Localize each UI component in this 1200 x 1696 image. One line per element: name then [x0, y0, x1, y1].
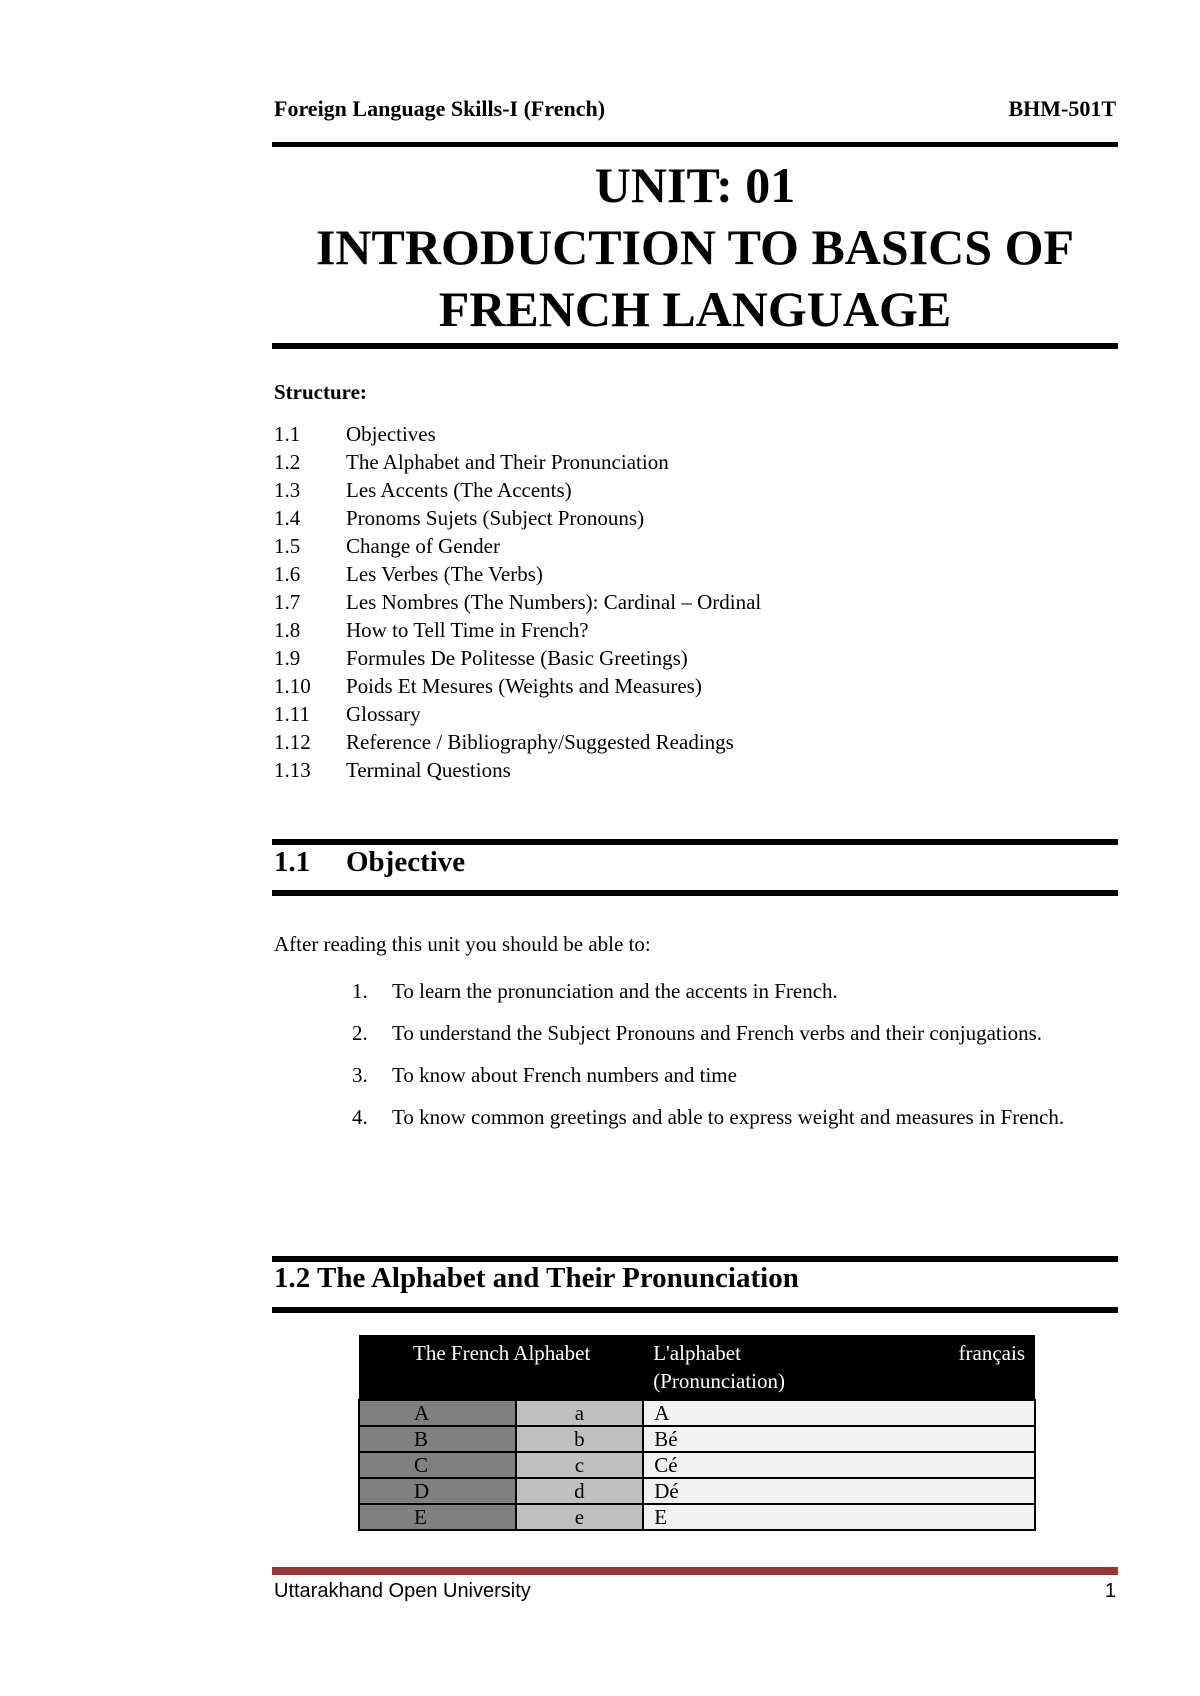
uppercase-letter: C — [359, 1452, 516, 1478]
footer-rule — [272, 1567, 1118, 1575]
toc-item — [274, 532, 761, 560]
toc-item — [274, 616, 761, 644]
toc-text: Objectives — [346, 422, 436, 446]
toc-item — [274, 588, 761, 616]
table-row — [359, 1504, 1035, 1530]
toc-text: Terminal Questions — [346, 758, 511, 782]
section-rule-bottom — [272, 1307, 1118, 1313]
toc-text: Les Accents (The Accents) — [346, 478, 572, 502]
toc-number: 1.12 — [274, 730, 311, 754]
toc-number: 1.2 — [274, 450, 301, 474]
table-header-row — [359, 1335, 1035, 1400]
lowercase-letter: e — [516, 1504, 644, 1530]
item-number: 3. — [352, 1063, 368, 1087]
toc-number: 1.13 — [274, 758, 311, 782]
section-heading-alphabet: 1.2 The Alphabet and Their Pronunciation — [274, 1262, 799, 1294]
lowercase-letter: c — [516, 1452, 644, 1478]
objective-item — [352, 1012, 1118, 1054]
unit-title-line-2: FRENCH LANGUAGE — [438, 281, 952, 337]
structure-label: Structure: — [274, 380, 367, 404]
toc-number: 1.7 — [274, 590, 301, 614]
pronunciation: Dé — [643, 1478, 1035, 1504]
uppercase-letter: D — [359, 1478, 516, 1504]
uppercase-letter: E — [359, 1504, 516, 1530]
course-title: Foreign Language Skills-I (French) — [274, 96, 606, 121]
toc-text: Glossary — [346, 702, 421, 726]
toc-number: 1.5 — [274, 534, 301, 558]
header-word-alphabet: L'alphabet — [653, 1341, 741, 1365]
section-title: Objective — [346, 846, 466, 878]
section-heading-objective — [274, 846, 465, 879]
item-number: 1. — [352, 979, 368, 1003]
uppercase-letter: A — [359, 1400, 516, 1426]
section-number: 1.1 — [274, 846, 311, 878]
item-text: To know about French numbers and time — [392, 1063, 737, 1087]
pronunciation: Bé — [643, 1426, 1035, 1452]
toc-text: Les Verbes (The Verbs) — [346, 562, 543, 586]
column-header-alphabet: The French Alphabet — [359, 1335, 643, 1400]
toc-text: Change of Gender — [346, 534, 500, 558]
pronunciation: A — [643, 1400, 1035, 1426]
lowercase-letter: d — [516, 1478, 644, 1504]
lowercase-letter: a — [516, 1400, 644, 1426]
university-name: Uttarakhand Open University — [274, 1580, 531, 1602]
page-footer — [274, 1580, 1116, 1608]
table-row — [359, 1426, 1035, 1452]
toc-text: How to Tell Time in French? — [346, 618, 589, 642]
toc-number: 1.1 — [274, 422, 301, 446]
toc-number: 1.11 — [274, 702, 310, 726]
toc-number: 1.8 — [274, 618, 301, 642]
toc-item — [274, 756, 761, 784]
running-header — [274, 96, 1116, 126]
objective-intro: After reading this unit you should be able to: — [274, 932, 651, 956]
toc-text: Reference / Bibliography/Suggested Readings — [346, 730, 734, 754]
toc-item — [274, 504, 761, 532]
toc-number: 1.6 — [274, 562, 301, 586]
header-word-francais: français — [958, 1341, 1025, 1365]
objective-item — [352, 1054, 1118, 1096]
alphabet-table — [358, 1335, 1036, 1531]
unit-title — [272, 154, 1118, 340]
objective-item — [352, 1096, 1118, 1138]
toc-text: Les Nombres (The Numbers): Cardinal – Ordinal — [346, 590, 762, 614]
toc-text: The Alphabet and Their Pronunciation — [346, 450, 669, 474]
table-row — [359, 1478, 1035, 1504]
pronunciation: Cé — [643, 1452, 1035, 1478]
course-code: BHM-501T — [1008, 96, 1116, 121]
toc-text: Poids Et Mesures (Weights and Measures) — [346, 674, 702, 698]
toc-text: Formules De Politesse (Basic Greetings) — [346, 646, 688, 670]
header-rule — [272, 142, 1118, 147]
toc-item — [274, 476, 761, 504]
toc-item — [274, 644, 761, 672]
uppercase-letter: B — [359, 1426, 516, 1452]
lowercase-letter: b — [516, 1426, 644, 1452]
header-word-pronunciation: (Pronunciation) — [653, 1369, 785, 1393]
toc-item — [274, 672, 761, 700]
item-number: 2. — [352, 1021, 368, 1045]
objective-item — [352, 970, 1118, 1012]
section-rule-bottom — [272, 890, 1118, 896]
toc-number: 1.10 — [274, 674, 311, 698]
toc-item — [274, 420, 761, 448]
title-rule — [272, 343, 1118, 349]
toc-item — [274, 700, 761, 728]
toc-number: 1.4 — [274, 506, 301, 530]
item-number: 4. — [352, 1105, 368, 1129]
page-number: 1 — [1104, 1580, 1116, 1602]
structure-list — [274, 420, 761, 784]
toc-item — [274, 448, 761, 476]
item-text: To understand the Subject Pronouns and French verbs and their conjugations. — [392, 1021, 1042, 1045]
toc-number: 1.9 — [274, 646, 301, 670]
pronunciation: E — [643, 1504, 1035, 1530]
item-text: To know common greetings and able to express weight and measures in French. — [392, 1105, 1065, 1129]
unit-number: UNIT: 01 — [594, 157, 796, 213]
toc-item — [274, 728, 761, 756]
item-text: To learn the pronunciation and the accents in French. — [392, 979, 838, 1003]
objective-list — [352, 970, 1118, 1138]
toc-text: Pronoms Sujets (Subject Pronouns) — [346, 506, 645, 530]
table-row — [359, 1452, 1035, 1478]
unit-title-line-1: INTRODUCTION TO BASICS OF — [315, 219, 1075, 275]
toc-item — [274, 560, 761, 588]
section-rule-top — [272, 839, 1118, 845]
table-row — [359, 1400, 1035, 1426]
toc-number: 1.3 — [274, 478, 301, 502]
column-header-pronunciation — [643, 1335, 1035, 1400]
